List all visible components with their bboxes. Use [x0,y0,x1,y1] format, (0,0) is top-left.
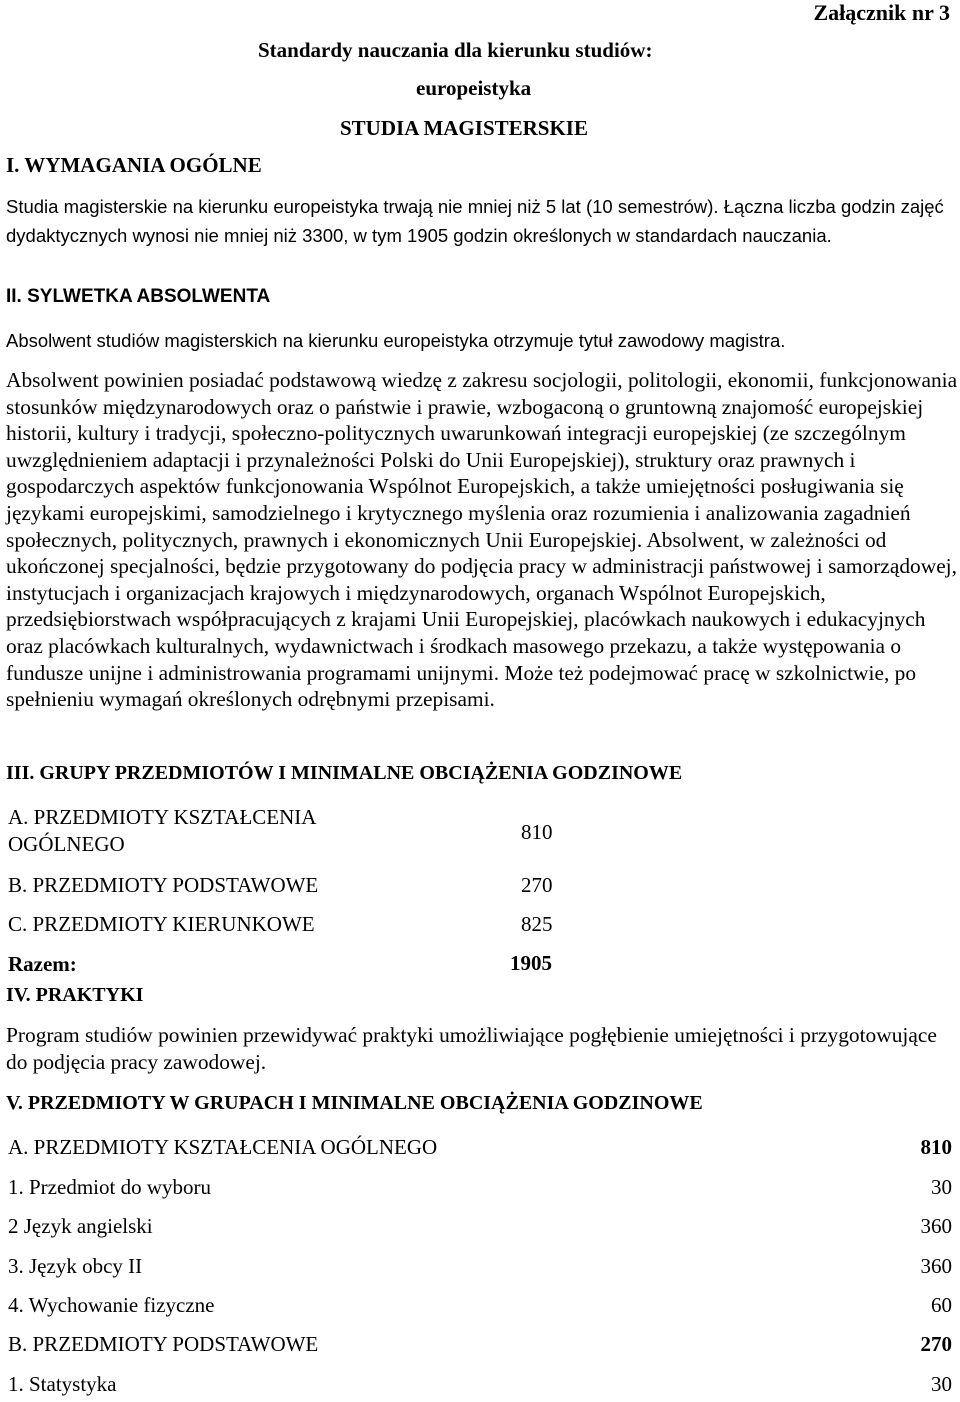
subject-label: 1. Przedmiot do wyboru [8,1175,211,1199]
studies-type: STUDIA MAGISTERSKIE [340,116,588,140]
subject-label: 1. Statystyka [8,1372,117,1396]
subject-row [8,1332,952,1362]
section-5-heading: V. PRZEDMIOTY W GRUPACH I MINIMALNE OBCIĄŻENIA GODZINOWE [6,1092,703,1114]
subject-label: 2 Język angielski [8,1214,153,1238]
section-4-heading: IV. PRAKTYKI [6,984,144,1006]
standards-title: Standardy nauczania dla kierunku studiów: [258,38,653,62]
group-c-hours: 825 [521,912,553,936]
group-c-label: C. PRZEDMIOTY KIERUNKOWE [8,912,315,936]
subject-row [8,1214,952,1244]
subject-hours: 270 [920,1332,952,1356]
subject-hours: 30 [931,1372,952,1396]
group-b-hours: 270 [521,873,553,897]
section-3-heading: III. GRUPY PRZEDMIOTÓW I MINIMALNE OBCIĄŻENIA GODZINOWE [6,762,683,784]
subject-hours: 30 [931,1175,952,1199]
section-2-text-2: Absolwent powinien posiadać podstawową wiedzę z zakresu socjologii, politologii, ekonomii, funkcjonowania stosunków międzynarodowych oraz o państwie i prawie, wzbogaconą o gruntowną znajomość europejskiej historii, kultury i tradycji, społeczno-politycznych uwarunkowań integracji europejskiej (ze szczególnym uwzględnieniem adaptacji i przynależności Polski do Unii Europejskiej), struktury oraz prawnych i gospodarczych aspektów funkcjonowania Wspólnot Europejskich, a także umiejętności posługiwania się językami europejskimi, samodzielnego i krytycznego myślenia oraz rozumienia i analizowania zagadnień społecznych, politycznych, prawnych i ekonomicznych Unii Europejskiej. Absolwent, w zależności od ukończonej specjalności, będzie przygotowany do podjęcia pracy w administracji państwowej i samorządowej, instytucjach i organizacjach krajowych i międzynarodowych, organach Wspólnot Europejskich, przedsiębiorstwach współpracujących z krajami Unii Europejskiej, placówkach naukowych i edukacyjnych oraz placówkach kulturalnych, wydawnictwach i środkach masowego przekazu, a także występowania o fundusze unijne i administrowania programami unijnymi. Może też podejmować pracę w szkolnictwie, po spełnieniu wymagań określonych odrębnymi przepisami. [6,368,958,712]
subject-row [8,1254,952,1284]
subject-hours: 360 [920,1214,952,1238]
section-1-heading: I. WYMAGANIA OGÓLNE [6,153,262,177]
total-hours: 1905 [510,951,552,975]
group-a-label-line-1: A. PRZEDMIOTY KSZTAŁCENIA [8,805,317,829]
subject-hours: 360 [920,1254,952,1278]
subject-label: 4. Wychowanie fizyczne [8,1293,215,1317]
field-name: europeistyka [416,76,532,100]
total-label: Razem: [8,952,77,976]
subject-hours: 810 [920,1135,952,1159]
subject-row [8,1135,952,1165]
subject-label: A. PRZEDMIOTY KSZTAŁCENIA OGÓLNEGO [8,1135,438,1159]
section-4-text: Program studiów powinien przewidywać praktyki umożliwiające pogłębienie umiejętności i przygotowujące do podjęcia pracy zawodowej. [6,1023,937,1074]
group-a-label [8,804,316,858]
subject-row [8,1293,952,1323]
subject-label: 3. Język obcy II [8,1254,143,1278]
subject-row [8,1175,952,1205]
annex-label: Załącznik nr 3 [813,0,950,25]
subject-label: B. PRZEDMIOTY PODSTAWOWE [8,1332,319,1356]
subject-hours: 60 [931,1293,952,1317]
section-2-heading: II. SYLWETKA ABSOLWENTA [6,286,271,307]
group-b-label: B. PRZEDMIOTY PODSTAWOWE [8,873,319,897]
section-1-text: Studia magisterskie na kierunku europeistyka trwają nie mniej niż 5 lat (10 semestrów). Łączna liczba godzin zajęć dydaktycznych wynosi nie mniej niż 3300, w tym 1905 godzin określonych w standardach nauczania. [6,196,944,246]
group-a-label-line-2: OGÓLNEGO [8,832,125,856]
section-2-text-1: Absolwent studiów magisterskich na kierunku europeistyka otrzymuje tytuł zawodowy magistra. [6,330,786,351]
group-a-hours: 810 [521,820,553,844]
